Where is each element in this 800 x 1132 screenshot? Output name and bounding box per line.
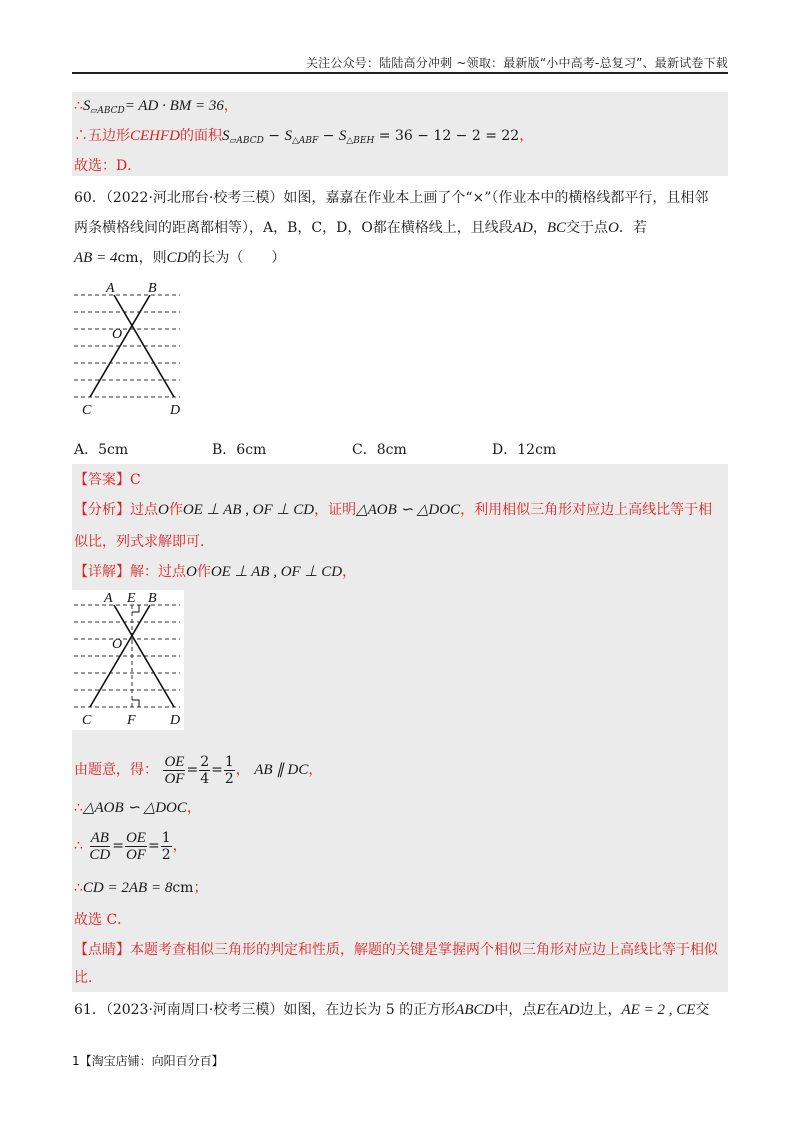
label-b-2: B [148,591,157,606]
label-c: C [82,403,92,418]
prev-solution-line-3: 故选：D． [74,158,142,174]
analysis-line-1: 【分析】过点O作OE ⊥ AB , OF ⊥ CD，证明△AOB ∽ △DOC，利用相似三角形对应边上高线比等于相 [74,502,713,518]
label-f-2: F [127,713,136,728]
prev-solution-line-2: ∴五边形CEHFD的面积$S_{▱ABCD} - S_{\triangle ABF} - S_{\triangle BEH} = 36 - 12 - 2 = 22$， [74,128,534,146]
q60-line-1: 60．（2022·河北邢台·校考三模）如图，嘉嘉在作业本上画了个“×”（作业本中的横格线都平行，且相邻 [74,190,709,206]
similar-line: ∴△AOB ∽ △DOC， [74,800,201,816]
label-a-2: A [104,591,113,606]
prev-solution-line-1: $\therefore S_{▱ABCD}=$ AD · BM = 36， [74,98,238,116]
label-e-2: E [127,591,136,606]
frac-1-2-b: $\frac{1}{2}$ [161,829,171,863]
option-b[interactable]: B．6cm [212,442,267,458]
frac-1-2: $\frac{1}{2}$ [224,753,234,787]
figure-x-on-lined-paper [72,280,184,420]
page-header: 关注公众号：陆陆高分冲刺 ~领取：最新版“小中高考-总复习”、最新试卷下载 [305,56,728,70]
analysis-line-2: 似比，列式求解即可． [74,534,214,550]
label-b: B [148,281,157,296]
frac-oe-of: $\frac{OE}{OF}$ [164,753,185,787]
label-d-2: D [170,713,181,728]
comment-line-2: 比． [74,970,102,986]
cd-result-line: ∴CD = 2AB = 8cm； [74,880,208,896]
label-o-2: O [112,637,123,652]
label-c-2: C [82,713,92,728]
comment-line-1: 【点睛】本题考查相似三角形的判定和性质，解题的关键是掌握两个相似三角形对应边上高线比等于相似 [74,942,718,958]
option-c[interactable]: C．8cm [352,442,407,458]
page-footer: 1【淘宝店铺：向阳百分百】 [72,1054,224,1068]
choose-line: 故选 C． [74,912,132,928]
label-a: A [106,281,115,296]
option-a[interactable]: A．5cm [74,442,129,458]
header-rule [72,72,728,74]
ratio-line: ∴ $\frac{AB}{CD}$ = $\frac{OE}{OF}$ = $\frac{1}{2}$ ， [74,829,187,863]
q61-line-1: 61．（2023·河南周口·校考三模）如图，在边长为 5 的正方形ABCD中，点E在AD边上，AE = 2 , CE交 [74,1002,710,1018]
figure-with-heights [72,590,184,730]
label-d: D [170,403,181,418]
frac-ab-cd: $\frac{AB}{CD}$ [89,829,111,863]
frac-2-4: $\frac{2}{4}$ [200,753,210,787]
given-line: 由题意，得： $\frac{OE}{OF}$ = $\frac{2}{4}$ = $\frac{1}{2}$ ， AB ∥ DC， [74,753,323,787]
q60-line-2: 两条横格线间的距离都相等），A，B，C，D，O都在横格线上，且线段AD，BC交于点O．若 [74,220,647,236]
option-d[interactable]: D．12cm [492,442,557,458]
frac-oe-of-2: $\frac{OE}{OF}$ [125,829,146,863]
answer-line: 【答案】C [74,472,141,488]
detail-line: 【详解】解：过点O作OE ⊥ AB , OF ⊥ CD， [74,564,357,580]
label-o: O [112,327,123,342]
q60-line-3: AB = 4cm，则CD的长为（ ） [74,250,286,266]
